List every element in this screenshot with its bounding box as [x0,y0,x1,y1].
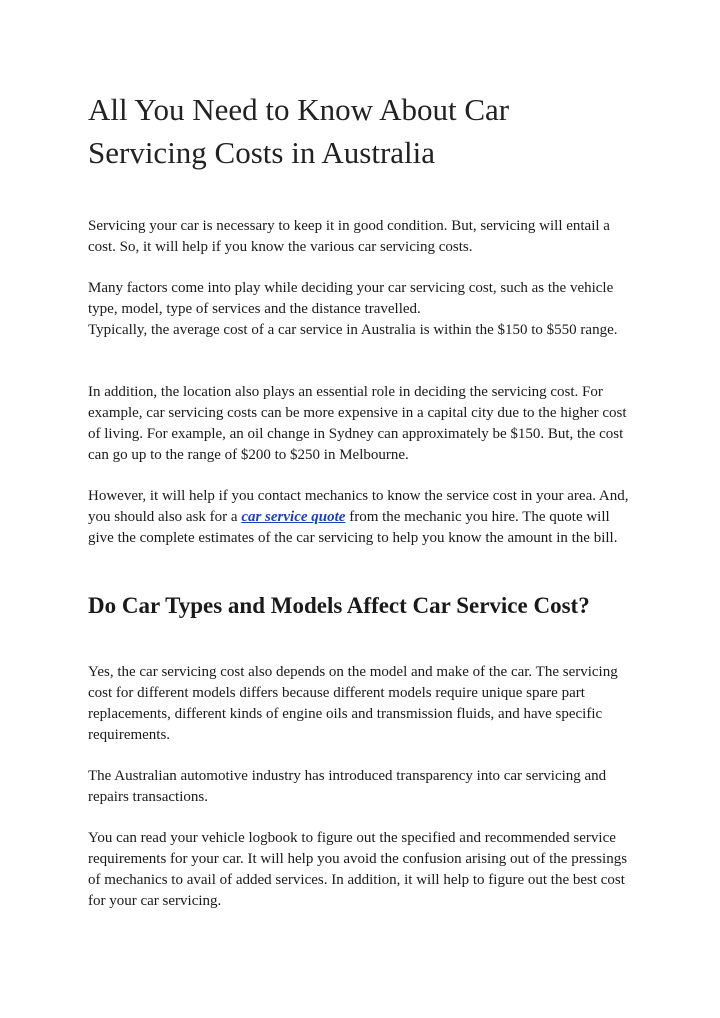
paragraph-factors: Many factors come into play while deciding your car servicing cost, such as the vehicle type, model, type of services and the distance travelled. [88,280,614,317]
article-title: All You Need to Know About Car Servicing Costs in Australia [88,92,510,170]
paragraph-model-make: Yes, the car servicing cost also depends on the model and make of the car. The servicing cost for different models differs because different models require unique spare part replacements, different kinds of engine oils and transmission fluids, and have specific requirements. [88,664,618,743]
paragraph-quote [88,486,638,549]
paragraph-logbook: You can read your vehicle logbook to figure out the specified and recommended service requirements for your car. It will help you avoid the confusion arising out of the pressings of mechanics to avail of added services. In addition, it will help to figure out the best cost for your car servicing. [88,830,628,909]
paragraph-intro: Servicing your car is necessary to keep it in good condition. But, servicing will entail a cost. So, it will help if you know the various car servicing costs. [88,218,610,255]
paragraph-quote-text-before: However, it will help if you contact mechanics to know the service cost in your area. And, you should also ask for a [88,488,629,525]
paragraph-average-cost: Typically, the average cost of a car service in Australia is within the $150 to $550 range. [88,322,618,338]
car-service-quote-link[interactable]: car service quote [241,509,346,525]
paragraph-location: In addition, the location also plays an essential role in deciding the servicing cost. For example, car servicing costs can be more expensive in a capital city due to the higher cost of living. For example, an oil change in Sydney can approximately be $150. But, the cost can go up to the range of $200 to $250 in Melbourne. [88,384,627,463]
paragraph-transparency: The Australian automotive industry has introduced transparency into car servicing and repairs transactions. [88,768,607,805]
section-heading: Do Car Types and Models Affect Car Service Cost? [88,593,590,618]
paragraph-quote-text-after: from the mechanic you hire. The quote will give the complete estimates of the car servicing to help you know the amount in the bill. [88,509,618,546]
